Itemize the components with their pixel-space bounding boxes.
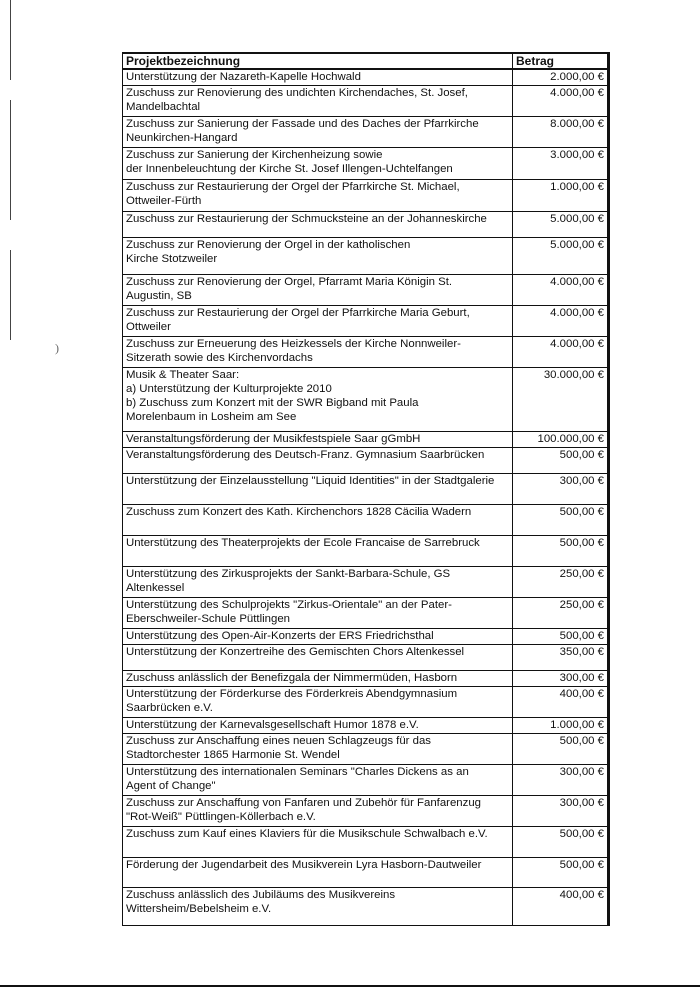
project-description: Veranstaltungsförderung der Musikfestspiele Saar gGmbH bbox=[123, 431, 513, 447]
table-body bbox=[123, 69, 609, 925]
table-row bbox=[123, 116, 609, 147]
amount-value: 400,00 € bbox=[513, 887, 609, 925]
table-row bbox=[123, 473, 609, 504]
table-row bbox=[123, 305, 609, 336]
table-row bbox=[123, 644, 609, 670]
project-description: Zuschuss zum Kauf eines Klaviers für die Musikschule Schwalbach e.V. bbox=[123, 826, 513, 857]
amount-value: 250,00 € bbox=[513, 566, 609, 597]
amount-value: 100.000,00 € bbox=[513, 431, 609, 447]
project-description: Musik & Theater Saar: a) Unterstützung der Kulturprojekte 2010 b) Zuschuss zum Konzert mit der SWR Bigband mit Paula Morelenbaum in Losheim am See bbox=[123, 367, 513, 431]
amount-value: 300,00 € bbox=[513, 764, 609, 795]
project-description: Veranstaltungsförderung des Deutsch-Franz. Gymnasium Saarbrücken bbox=[123, 447, 513, 473]
project-description: Förderung der Jugendarbeit des Musikverein Lyra Hasborn-Dautweiler bbox=[123, 857, 513, 887]
amount-value: 30.000,00 € bbox=[513, 367, 609, 431]
project-description: Zuschuss zur Renovierung der Orgel, Pfarramt Maria Königin St. Augustin, SB bbox=[123, 274, 513, 305]
project-description: Zuschuss anlässlich der Benefizgala der Nimmermüden, Hasborn bbox=[123, 670, 513, 686]
amount-value: 500,00 € bbox=[513, 857, 609, 887]
table-row bbox=[123, 274, 609, 305]
amount-value: 500,00 € bbox=[513, 504, 609, 535]
table-row bbox=[123, 504, 609, 535]
project-description: Zuschuss zur Sanierung der Fassade und des Daches der Pfarrkirche Neunkirchen-Hangard bbox=[123, 116, 513, 147]
project-description: Unterstützung der Konzertreihe des Gemischten Chors Altenkessel bbox=[123, 644, 513, 670]
table-row bbox=[123, 857, 609, 887]
project-description: Zuschuss zum Konzert des Kath. Kirchenchors 1828 Cäcilia Wadern bbox=[123, 504, 513, 535]
project-description: Zuschuss zur Anschaffung eines neuen Schlagzeugs für das Stadtorchester 1865 Harmonie St. Wendel bbox=[123, 733, 513, 764]
project-description: Zuschuss zur Restaurierung der Orgel der Pfarrkirche St. Michael, Ottweiler-Fürth bbox=[123, 179, 513, 211]
amount-value: 1.000,00 € bbox=[513, 717, 609, 733]
amount-value: 4.000,00 € bbox=[513, 305, 609, 336]
amount-value: 5.000,00 € bbox=[513, 211, 609, 237]
project-description: Zuschuss zur Sanierung der Kirchenheizung sowie der Innenbeleuchtung der Kirche St. Josef Illengen-Uchtelfangen bbox=[123, 147, 513, 179]
amount-value: 400,00 € bbox=[513, 686, 609, 717]
table-row bbox=[123, 85, 609, 116]
table-row bbox=[123, 670, 609, 686]
table-row bbox=[123, 733, 609, 764]
project-description: Zuschuss zur Renovierung des undichten Kirchendaches, St. Josef, Mandelbachtal bbox=[123, 85, 513, 116]
project-description: Zuschuss zur Erneuerung des Heizkessels der Kirche Nonnweiler- Sitzerath sowie des Kirchenvordachs bbox=[123, 336, 513, 367]
amount-value: 500,00 € bbox=[513, 535, 609, 566]
project-description: Unterstützung des Zirkusprojekts der Sankt-Barbara-Schule, GS Altenkessel bbox=[123, 566, 513, 597]
project-description: Unterstützung der Nazareth-Kapelle Hochwald bbox=[123, 69, 513, 85]
amount-value: 4.000,00 € bbox=[513, 336, 609, 367]
table-row bbox=[123, 597, 609, 628]
amount-value: 500,00 € bbox=[513, 733, 609, 764]
project-description: Zuschuss anlässlich des Jubiläums des Musikvereins Wittersheim/Bebelsheim e.V. bbox=[123, 887, 513, 925]
amount-value: 500,00 € bbox=[513, 628, 609, 644]
table-row bbox=[123, 717, 609, 733]
amount-value: 8.000,00 € bbox=[513, 116, 609, 147]
project-description: Unterstützung der Einzelausstellung "Liquid Identities" in der Stadtgalerie bbox=[123, 473, 513, 504]
table-row bbox=[123, 686, 609, 717]
table-row bbox=[123, 795, 609, 826]
table-row bbox=[123, 69, 609, 85]
table-row bbox=[123, 367, 609, 431]
column-header-project: Projektbezeichnung bbox=[123, 53, 513, 69]
amount-value: 350,00 € bbox=[513, 644, 609, 670]
table-row bbox=[123, 447, 609, 473]
amount-value: 250,00 € bbox=[513, 597, 609, 628]
amount-value: 4.000,00 € bbox=[513, 274, 609, 305]
table-row bbox=[123, 431, 609, 447]
amount-value: 300,00 € bbox=[513, 473, 609, 504]
amount-value: 500,00 € bbox=[513, 826, 609, 857]
funding-table bbox=[122, 52, 610, 926]
binding-edge-mark bbox=[10, 250, 11, 340]
amount-value: 4.000,00 € bbox=[513, 85, 609, 116]
project-description: Unterstützung des internationalen Seminars "Charles Dickens as an Agent of Change" bbox=[123, 764, 513, 795]
project-description: Unterstützung des Theaterprojekts der Ecole Francaise de Sarrebruck bbox=[123, 535, 513, 566]
amount-value: 3.000,00 € bbox=[513, 147, 609, 179]
amount-value: 300,00 € bbox=[513, 795, 609, 826]
project-description: Unterstützung der Förderkurse des Förderkreis Abendgymnasium Saarbrücken e.V. bbox=[123, 686, 513, 717]
amount-value: 300,00 € bbox=[513, 670, 609, 686]
table-row bbox=[123, 336, 609, 367]
amount-value: 1.000,00 € bbox=[513, 179, 609, 211]
project-description: Zuschuss zur Restaurierung der Orgel der Pfarrkirche Maria Geburt, Ottweiler bbox=[123, 305, 513, 336]
column-header-amount: Betrag bbox=[513, 53, 609, 69]
table-row bbox=[123, 764, 609, 795]
table-row bbox=[123, 887, 609, 925]
amount-value: 500,00 € bbox=[513, 447, 609, 473]
binding-edge-mark bbox=[10, 0, 11, 80]
bottom-rule bbox=[0, 985, 700, 987]
table-row bbox=[123, 826, 609, 857]
stray-scan-mark: ) bbox=[55, 341, 59, 355]
table-row bbox=[123, 566, 609, 597]
project-description: Unterstützung der Karnevalsgesellschaft Humor 1878 e.V. bbox=[123, 717, 513, 733]
table-header-row bbox=[123, 53, 609, 69]
project-description: Unterstützung des Open-Air-Konzerts der ERS Friedrichsthal bbox=[123, 628, 513, 644]
amount-value: 2.000,00 € bbox=[513, 69, 609, 85]
table-row bbox=[123, 535, 609, 566]
table-row bbox=[123, 237, 609, 274]
table-row bbox=[123, 179, 609, 211]
project-description: Zuschuss zur Anschaffung von Fanfaren und Zubehör für Fanfarenzug "Rot-Weiß" Püttlingen-Köllerbach e.V. bbox=[123, 795, 513, 826]
project-description: Zuschuss zur Renovierung der Orgel in der katholischen Kirche Stotzweiler bbox=[123, 237, 513, 274]
project-description: Zuschuss zur Restaurierung der Schmucksteine an der Johanneskirche bbox=[123, 211, 513, 237]
table-row bbox=[123, 211, 609, 237]
project-description: Unterstützung des Schulprojekts "Zirkus-Orientale" an der Pater- Eberschweiler-Schule Püttlingen bbox=[123, 597, 513, 628]
table-row bbox=[123, 628, 609, 644]
table-row bbox=[123, 147, 609, 179]
binding-edge-mark bbox=[10, 100, 11, 220]
amount-value: 5.000,00 € bbox=[513, 237, 609, 274]
